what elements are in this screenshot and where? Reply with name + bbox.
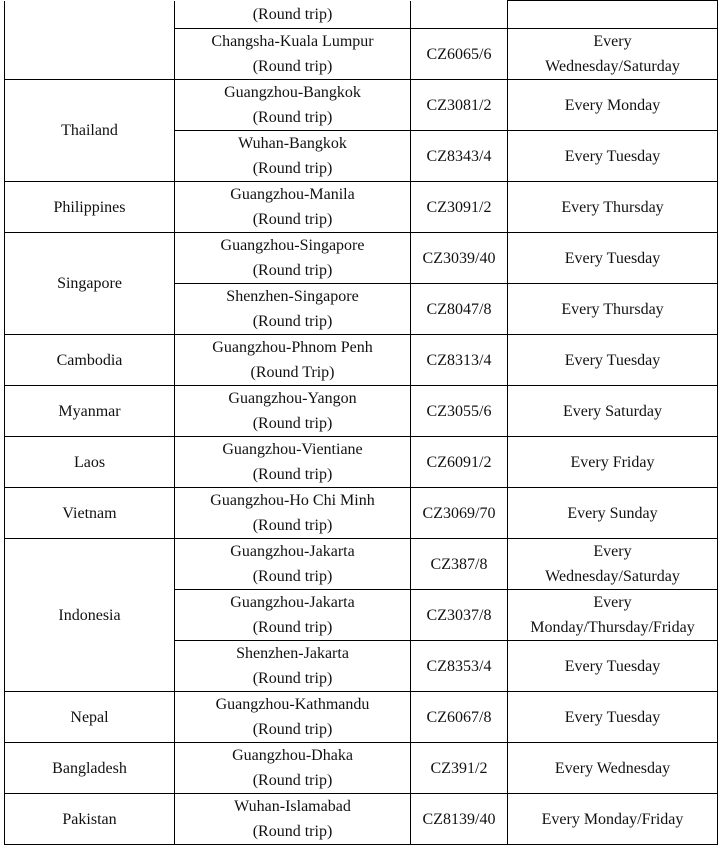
- table-row: [5, 743, 718, 794]
- route-note: (Round Trip): [250, 364, 335, 381]
- table-row: [5, 80, 718, 131]
- route-name: Shenzhen-Singapore: [226, 288, 359, 305]
- schedule-text: Every: [593, 543, 632, 560]
- route-note: (Round trip): [252, 313, 333, 330]
- route-cell: [175, 488, 411, 539]
- route-cell: [175, 131, 411, 182]
- schedule-cell: [508, 539, 718, 590]
- table-row: [5, 437, 718, 488]
- flight-number-cell: CZ3037/8: [411, 590, 508, 641]
- flight-number-cell: CZ3069/70: [411, 488, 508, 539]
- schedule-cell: Every Tuesday: [508, 641, 718, 692]
- flight-number-cell: CZ6065/6: [411, 29, 508, 80]
- route-cell: [175, 692, 411, 743]
- schedule-cell: Every Monday: [508, 80, 718, 131]
- route-cell: [175, 1, 411, 29]
- table-row: [5, 1, 718, 29]
- route-name: Guangzhou-Bangkok: [224, 84, 361, 101]
- route-name: Guangzhou-Kathmandu: [215, 696, 370, 713]
- flight-number-cell: CZ3039/40: [411, 233, 508, 284]
- route-name: Shenzhen-Jakarta: [236, 645, 349, 662]
- flight-number-cell: CZ6091/2: [411, 437, 508, 488]
- route-note: (Round trip): [252, 823, 333, 840]
- schedule-cell: [508, 1, 718, 29]
- schedule-cell: Every Thursday: [508, 284, 718, 335]
- route-note: (Round trip): [252, 670, 333, 687]
- schedule-text-2: Monday/Thursday/Friday: [530, 619, 695, 636]
- schedule-text-2: Wednesday/Saturday: [545, 568, 680, 585]
- route-name: Guangzhou-Ho Chi Minh: [210, 492, 375, 509]
- flight-number-cell: CZ3091/2: [411, 182, 508, 233]
- table-row: [5, 335, 718, 386]
- schedule-cell: Every Thursday: [508, 182, 718, 233]
- schedule-cell: Every Tuesday: [508, 233, 718, 284]
- route-name: Guangzhou-Vientiane: [222, 441, 363, 458]
- route-note: (Round trip): [252, 58, 333, 75]
- route-note: (Round trip): [252, 772, 333, 789]
- table-row: [5, 182, 718, 233]
- schedule-cell: Every Monday/Friday: [508, 794, 718, 845]
- route-cell: [175, 590, 411, 641]
- table-row: [5, 488, 718, 539]
- route-note: (Round trip): [252, 415, 333, 432]
- flight-number-cell: CZ8343/4: [411, 131, 508, 182]
- flight-number-cell: CZ3055/6: [411, 386, 508, 437]
- schedule-cell: [508, 590, 718, 641]
- route-name: Guangzhou-Yangon: [228, 390, 357, 407]
- route-name: Guangzhou-Phnom Penh: [212, 339, 373, 356]
- schedule-cell: [508, 29, 718, 80]
- flight-number-cell: CZ6067/8: [411, 692, 508, 743]
- route-name: Guangzhou-Jakarta: [230, 594, 355, 611]
- schedule-cell: Every Tuesday: [508, 692, 718, 743]
- flight-number-cell: [411, 1, 508, 29]
- route-cell: [175, 437, 411, 488]
- flight-number-cell: CZ8353/4: [411, 641, 508, 692]
- schedule-cell: Every Saturday: [508, 386, 718, 437]
- schedule-text: Every: [593, 33, 632, 50]
- flight-number-cell: CZ387/8: [411, 539, 508, 590]
- country-cell: Cambodia: [5, 335, 175, 386]
- table-row: [5, 692, 718, 743]
- route-note: (Round trip): [252, 517, 333, 534]
- route-cell: [175, 794, 411, 845]
- route-name: Changsha-Kuala Lumpur: [211, 33, 374, 50]
- table-row: [5, 794, 718, 845]
- route-note: (Round trip): [252, 211, 333, 228]
- country-cell: Thailand: [5, 80, 175, 182]
- country-cell: Nepal: [5, 692, 175, 743]
- route-cell: [175, 641, 411, 692]
- route-name: Guangzhou-Singapore: [220, 237, 365, 254]
- schedule-cell: Every Tuesday: [508, 131, 718, 182]
- schedule-cell: Every Friday: [508, 437, 718, 488]
- route-cell: [175, 284, 411, 335]
- flight-number-cell: CZ8313/4: [411, 335, 508, 386]
- country-cell: Indonesia: [5, 539, 175, 692]
- route-note: (Round trip): [252, 160, 333, 177]
- route-cell: [175, 80, 411, 131]
- flight-number-cell: CZ8047/8: [411, 284, 508, 335]
- schedule-cell: Every Sunday: [508, 488, 718, 539]
- route-cell: [175, 743, 411, 794]
- route-name: Guangzhou-Dhaka: [232, 747, 353, 764]
- country-cell: Pakistan: [5, 794, 175, 845]
- flight-number-cell: CZ3081/2: [411, 80, 508, 131]
- route-cell: [175, 233, 411, 284]
- country-cell: [5, 1, 175, 80]
- country-cell: Vietnam: [5, 488, 175, 539]
- route-note: (Round trip): [252, 109, 333, 126]
- table-row: [5, 386, 718, 437]
- country-cell: Singapore: [5, 233, 175, 335]
- route-name: Wuhan-Islamabad: [234, 798, 351, 815]
- route-cell: [175, 539, 411, 590]
- schedule-text: Every: [593, 594, 632, 611]
- country-cell: Myanmar: [5, 386, 175, 437]
- route-note: (Round trip): [252, 721, 333, 738]
- schedule-cell: Every Tuesday: [508, 335, 718, 386]
- route-cell: [175, 335, 411, 386]
- route-note: (Round trip): [252, 619, 333, 636]
- schedule-text-2: Wednesday/Saturday: [545, 58, 680, 75]
- route-name: Wuhan-Bangkok: [238, 135, 347, 152]
- country-cell: Bangladesh: [5, 743, 175, 794]
- route-name: Guangzhou-Manila: [230, 186, 355, 203]
- flight-schedule-table: [4, 0, 718, 845]
- table-row: [5, 233, 718, 284]
- route-note: (Round trip): [252, 262, 333, 279]
- schedule-cell: Every Wednesday: [508, 743, 718, 794]
- country-cell: Laos: [5, 437, 175, 488]
- flight-number-cell: CZ391/2: [411, 743, 508, 794]
- route-note: (Round trip): [252, 466, 333, 483]
- flight-number-cell: CZ8139/40: [411, 794, 508, 845]
- table-row: [5, 539, 718, 590]
- route-note: (Round trip): [252, 568, 333, 585]
- route-name: Guangzhou-Jakarta: [230, 543, 355, 560]
- route-cell: [175, 386, 411, 437]
- route-note: (Round trip): [252, 5, 333, 23]
- route-cell: [175, 29, 411, 80]
- route-cell: [175, 182, 411, 233]
- country-cell: Philippines: [5, 182, 175, 233]
